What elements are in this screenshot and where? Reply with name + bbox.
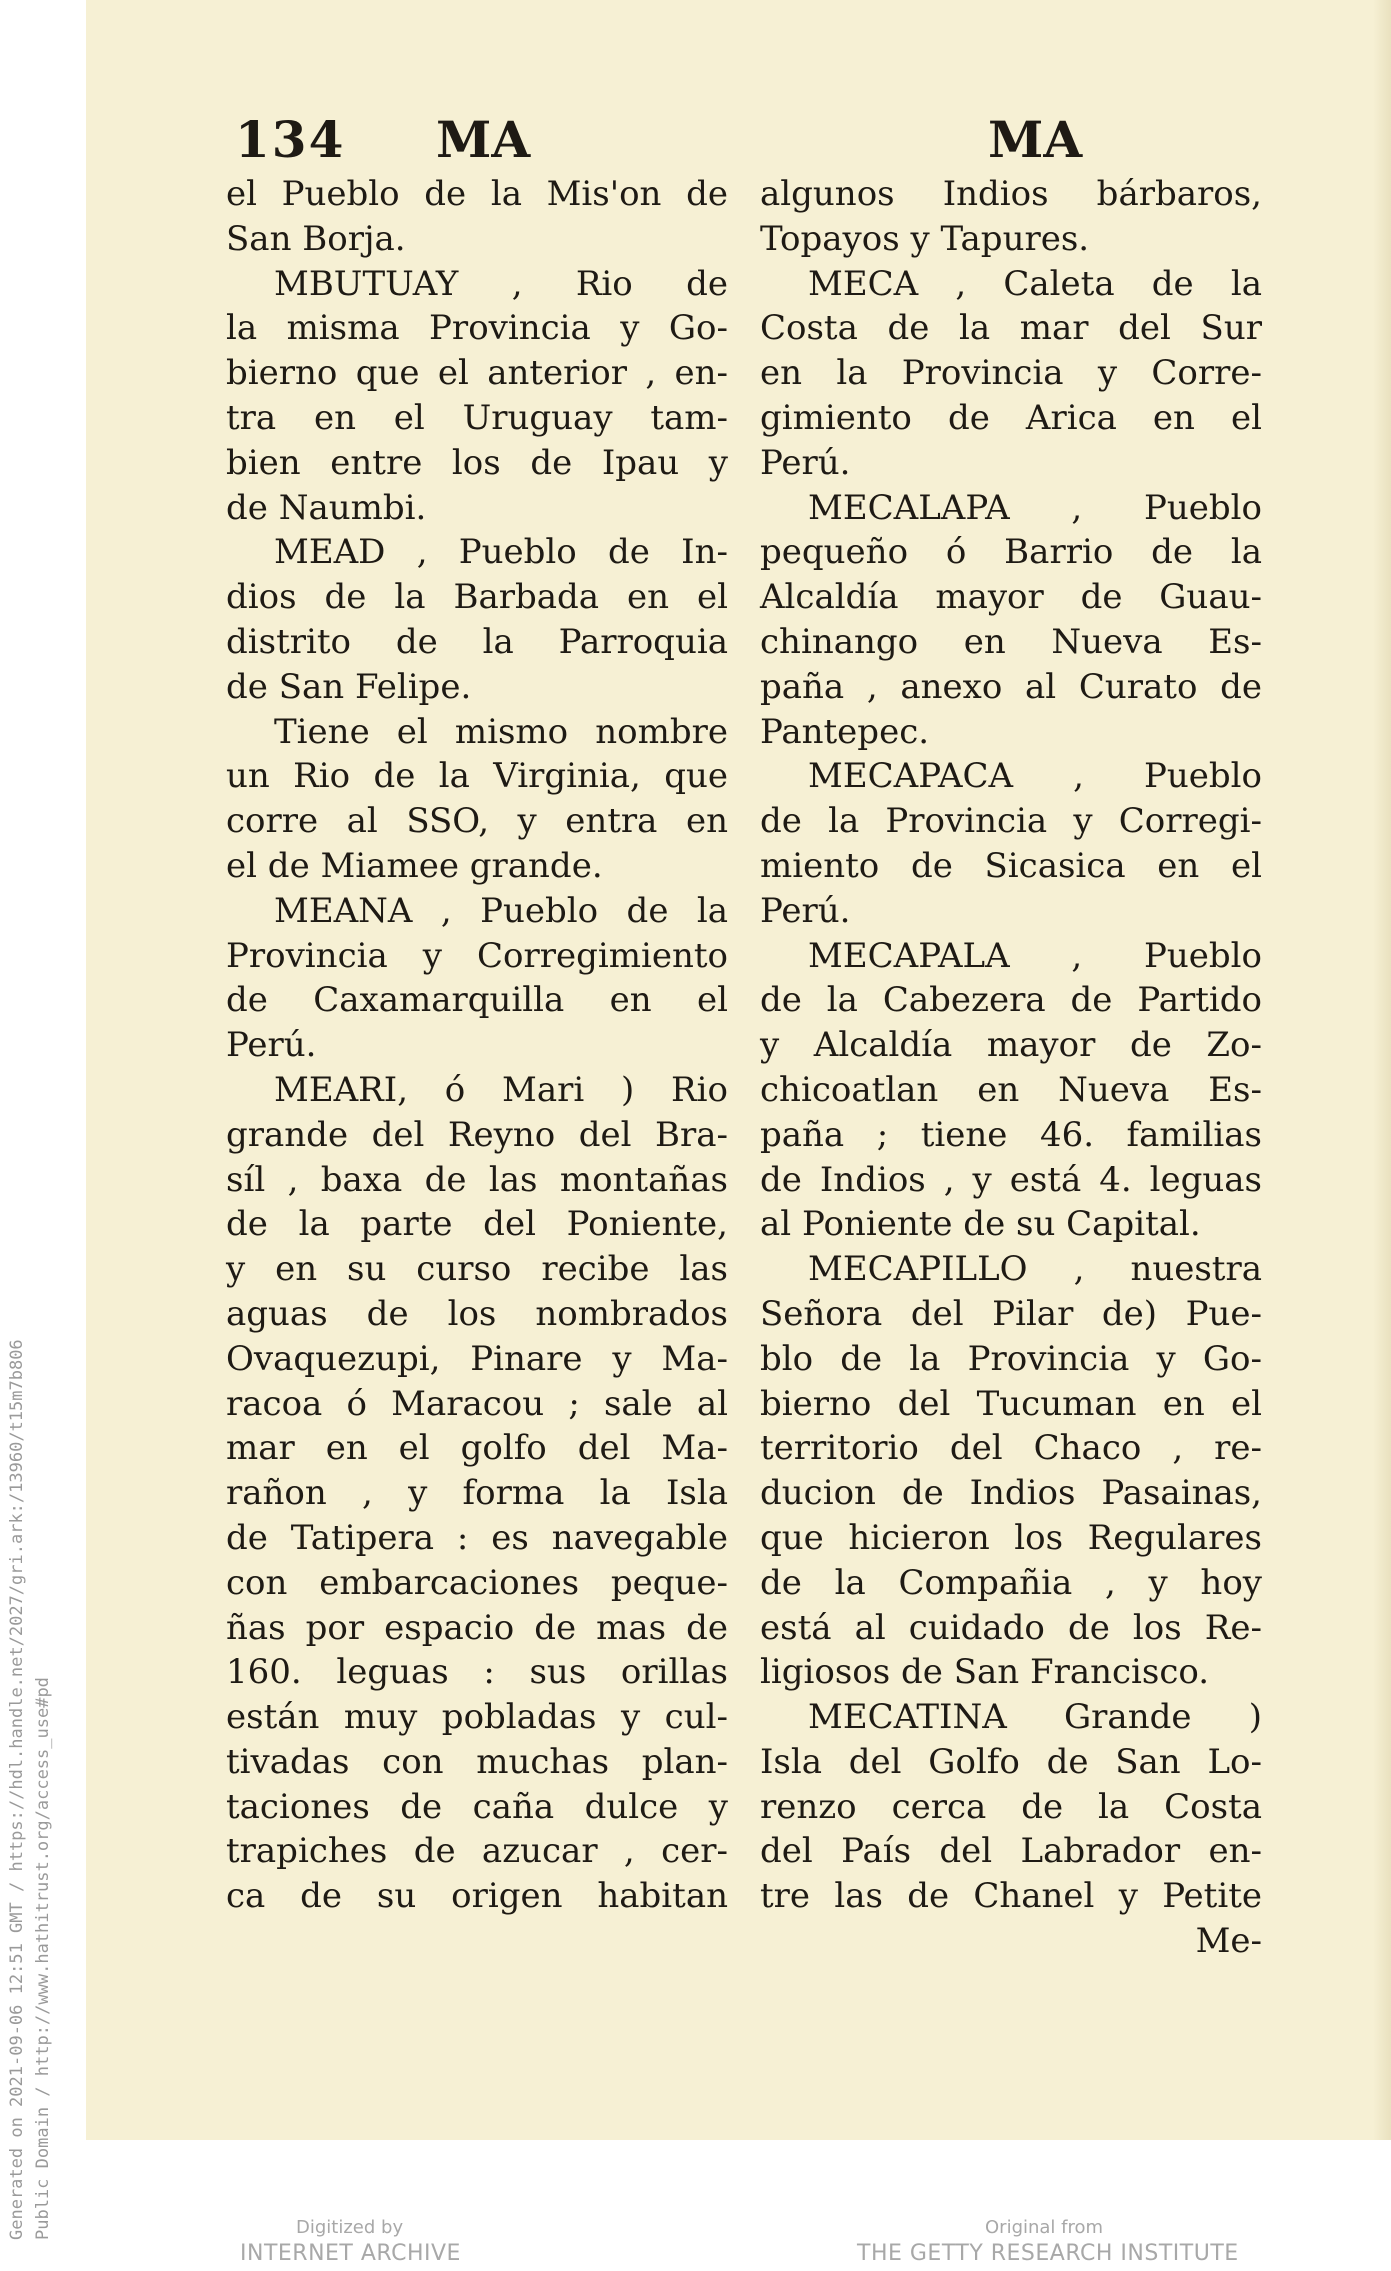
text-line: el Pueblo de la Mis'on de (226, 174, 728, 214)
text-line: que hicieron los Regulares (760, 1517, 1262, 1558)
text-line: Perú. (760, 442, 851, 483)
text-line: tivadas con muchas plan- (226, 1741, 728, 1782)
text-line: Ovaquezupi, Pinare y Ma- (226, 1338, 728, 1379)
text-line: está al cuidado de los Re- (760, 1607, 1262, 1648)
hathitrust-watermark (4, 1339, 56, 2240)
text-line: el de Miamee grande. (226, 845, 603, 886)
text-line: Isla del Golfo de San Lo- (760, 1741, 1262, 1782)
text-line: un Rio de la Virginia, que (226, 756, 728, 797)
text-line: blo de la Provincia y Go- (760, 1338, 1262, 1379)
digitized-by-label: Digitized by (296, 2217, 404, 2238)
left-text-column (226, 172, 728, 1919)
text-line: bierno del Tucuman en el (760, 1383, 1262, 1424)
original-from-label: Original from (985, 2217, 1104, 2238)
left-running-head: MA (436, 110, 531, 169)
text-line: gimiento de Arica en el (760, 397, 1262, 438)
text-line: chinango en Nueva Es- (760, 621, 1262, 662)
text-line: de Caxamarquilla en el (226, 980, 728, 1021)
text-line: MECALAPA , Pueblo (808, 487, 1262, 528)
text-line: de la parte del Poniente, (226, 1204, 728, 1245)
text-line: MEARI, ó Mari ) Rio (274, 1069, 728, 1110)
text-line: grande del Reyno del Bra- (226, 1114, 728, 1155)
text-line: 160. leguas : sus orillas (226, 1652, 728, 1693)
text-line: están muy pobladas y cul- (226, 1697, 728, 1738)
text-line: bien entre los de Ipau y (226, 442, 728, 483)
text-line: ca de su origen habitan (226, 1876, 728, 1917)
text-line: la misma Provincia y Go- (226, 308, 728, 349)
right-text-column (760, 172, 1262, 1964)
text-line: trapiches de azucar , cer- (226, 1831, 728, 1872)
text-line: MECAPACA , Pueblo (808, 756, 1262, 797)
text-line: en la Provincia y Corre- (760, 353, 1262, 394)
text-line: MBUTUAY , Rio de (274, 263, 728, 304)
internet-archive-label: INTERNET ARCHIVE (240, 2241, 461, 2266)
text-line: de la Provincia y Corregi- (760, 801, 1262, 842)
text-line: bierno que el anterior , en- (226, 353, 728, 394)
text-line: de la Cabezera de Partido (760, 980, 1262, 1021)
text-line: dios de la Barbada en el (226, 577, 728, 618)
text-line: de la Compañia , y hoy (760, 1562, 1262, 1603)
page-edge-shadow (1373, 0, 1391, 2140)
text-line: de Tatipera : es navegable (226, 1517, 728, 1558)
text-line: algunos Indios bárbaros, (760, 174, 1262, 214)
text-line: MECAPILLO , nuestra (808, 1249, 1262, 1290)
text-line: San Borja. (226, 218, 406, 259)
text-line: al Poniente de su Capital. (760, 1204, 1201, 1245)
text-line: racoa ó Maracou ; sale al (226, 1383, 728, 1424)
text-line: Tiene el mismo nombre (274, 711, 728, 752)
text-line: taciones de caña dulce y (226, 1786, 728, 1827)
text-line: ducion de Indios Pasainas, (760, 1473, 1262, 1514)
text-line: MECATINA Grande ) (808, 1697, 1262, 1738)
text-line: del País del Labrador en- (760, 1831, 1262, 1872)
text-line: MECA , Caleta de la (808, 263, 1262, 304)
text-line: miento de Sicasica en el (760, 845, 1262, 886)
text-line: de Naumbi. (226, 487, 427, 528)
text-line: Señora del Pilar de) Pue- (760, 1293, 1262, 1334)
text-line: Perú. (760, 890, 851, 931)
text-line: de Indios , y está 4. leguas (760, 1159, 1262, 1200)
watermark-generated-line: Generated on 2021-09-06 12:51 GMT / https://hdl.handle.net/2027/gri.ark:/13960/t15m7b806 (7, 1339, 27, 2240)
text-line: de San Felipe. (226, 666, 472, 707)
text-line: corre al SSO, y entra en (226, 801, 728, 842)
text-line: MEANA , Pueblo de la (274, 890, 728, 931)
text-line: tra en el Uruguay tam- (226, 397, 728, 438)
text-line: distrito de la Parroquia (226, 621, 728, 662)
text-line: MECAPALA , Pueblo (808, 935, 1262, 976)
watermark-license-line: Public Domain / http://www.hathitrust.org/access_use#pd (33, 1677, 53, 2240)
text-line: y en su curso recibe las (226, 1249, 728, 1290)
text-line: Topayos y Tapures. (760, 218, 1090, 259)
text-line: rañon , y forma la Isla (226, 1473, 728, 1514)
text-line: síl , baxa de las montañas (226, 1159, 728, 1200)
text-line: renzo cerca de la Costa (760, 1786, 1262, 1827)
text-line: paña ; tiene 46. familias (760, 1114, 1262, 1155)
text-line: ligiosos de San Francisco. (760, 1652, 1210, 1693)
text-line: Provincia y Corregimiento (226, 935, 728, 976)
text-line: chicoatlan en Nueva Es- (760, 1069, 1262, 1110)
text-line: con embarcaciones peque- (226, 1562, 728, 1603)
text-line: ñas por espacio de mas de (226, 1607, 728, 1648)
text-line: Costa de la mar del Sur (760, 308, 1262, 349)
text-line: tre las de Chanel y Petite (760, 1876, 1262, 1917)
text-line: MEAD , Pueblo de In- (274, 532, 728, 573)
text-line: Perú. (226, 1025, 317, 1066)
text-line: Alcaldía mayor de Guau- (760, 577, 1262, 618)
text-line: Pantepec. (760, 711, 930, 752)
text-line: mar en el golfo del Ma- (226, 1428, 728, 1469)
text-line: y Alcaldía mayor de Zo- (760, 1025, 1262, 1066)
catchword: Me- (1195, 1921, 1262, 1962)
text-line: pequeño ó Barrio de la (760, 532, 1262, 573)
text-line: paña , anexo al Curato de (760, 666, 1262, 707)
page-number: 134 (235, 110, 346, 169)
getty-institute-label: THE GETTY RESEARCH INSTITUTE (857, 2241, 1239, 2266)
text-line: aguas de los nombrados (226, 1293, 728, 1334)
text-line: territorio del Chaco , re- (760, 1428, 1262, 1469)
right-running-head: MA (988, 110, 1083, 169)
